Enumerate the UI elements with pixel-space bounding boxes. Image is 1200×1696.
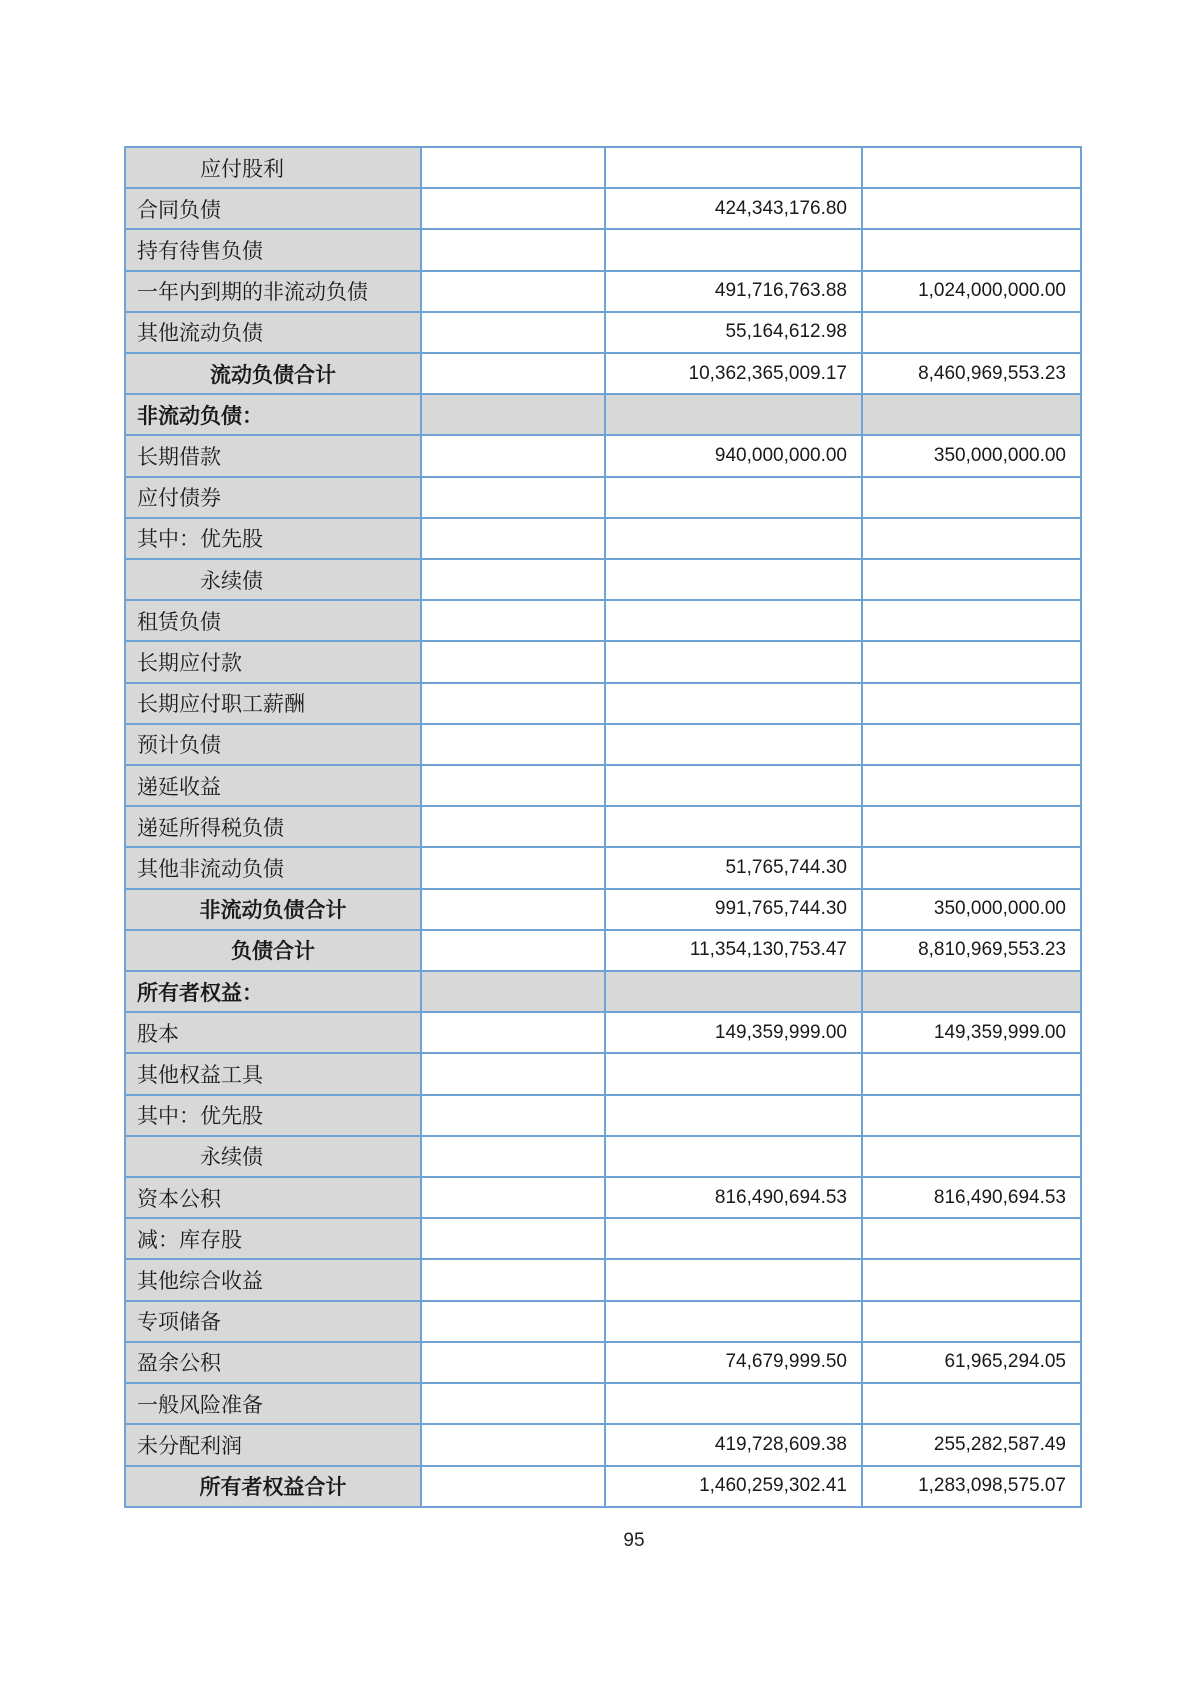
table-row (125, 271, 1081, 312)
section-header-row (125, 971, 1081, 1012)
item-label-cell: 递延所得税负债 (125, 806, 421, 847)
notes-cell (421, 271, 605, 312)
amount-prior-cell: 350,000,000.00 (862, 889, 1081, 930)
table-row (125, 147, 1081, 188)
notes-cell (421, 847, 605, 888)
amount-current-cell (605, 559, 862, 600)
notes-cell (421, 435, 605, 476)
notes-cell (421, 724, 605, 765)
notes-cell (421, 1383, 605, 1424)
table-row (125, 1095, 1081, 1136)
amount-prior-cell (862, 765, 1081, 806)
amount-prior-cell (862, 600, 1081, 641)
item-label-cell: 专项储备 (125, 1301, 421, 1342)
amount-current-cell: 55,164,612.98 (605, 312, 862, 353)
notes-cell (421, 1466, 605, 1508)
amount-prior-cell: 149,359,999.00 (862, 1012, 1081, 1053)
amount-prior-cell (862, 1136, 1081, 1177)
notes-cell (421, 147, 605, 188)
section-header-row (125, 394, 1081, 435)
notes-cell (421, 683, 605, 724)
item-label-cell: 其中：优先股 (125, 518, 421, 559)
table-row (125, 806, 1081, 847)
item-label-cell: 应付股利 (125, 147, 421, 188)
table-row (125, 188, 1081, 229)
amount-current-cell (605, 477, 862, 518)
table-row (125, 1136, 1081, 1177)
item-label-cell: 递延收益 (125, 765, 421, 806)
amount-current-cell (605, 1095, 862, 1136)
notes-cell (421, 477, 605, 518)
amount-prior-cell (862, 847, 1081, 888)
notes-cell (421, 1012, 605, 1053)
table-row (125, 312, 1081, 353)
amount-prior-cell (862, 312, 1081, 353)
amount-current-cell (605, 806, 862, 847)
notes-cell (421, 1136, 605, 1177)
table-row (125, 1218, 1081, 1259)
item-label-cell: 预计负债 (125, 724, 421, 765)
item-label-cell: 其中：优先股 (125, 1095, 421, 1136)
amount-current-cell (605, 1136, 862, 1177)
notes-cell (421, 1218, 605, 1259)
amount-current-cell (605, 518, 862, 559)
amount-current-cell (605, 1383, 862, 1424)
amount-current-cell: 51,765,744.30 (605, 847, 862, 888)
amount-prior-cell (862, 1218, 1081, 1259)
amount-prior-cell (862, 1383, 1081, 1424)
item-label-cell: 长期应付职工薪酬 (125, 683, 421, 724)
notes-cell (421, 1424, 605, 1465)
amount-prior-cell (862, 806, 1081, 847)
table-row (125, 683, 1081, 724)
table-row (125, 600, 1081, 641)
table-row (125, 1342, 1081, 1383)
item-label-cell: 其他综合收益 (125, 1259, 421, 1300)
item-label-cell: 租赁负债 (125, 600, 421, 641)
item-label-cell: 盈余公积 (125, 1342, 421, 1383)
notes-cell (421, 1095, 605, 1136)
notes-cell (421, 312, 605, 353)
amount-prior-cell (862, 683, 1081, 724)
amount-prior-cell (862, 477, 1081, 518)
amount-prior-cell (862, 147, 1081, 188)
item-label-cell: 长期应付款 (125, 641, 421, 682)
amount-current-cell (605, 600, 862, 641)
item-label-cell: 一般风险准备 (125, 1383, 421, 1424)
notes-cell (421, 765, 605, 806)
amount-prior-cell: 8,460,969,553.23 (862, 353, 1081, 394)
amount-prior-cell (862, 188, 1081, 229)
notes-cell (421, 641, 605, 682)
item-label-cell: 流动负债合计 (125, 353, 421, 394)
amount-current-cell (605, 229, 862, 270)
amount-current-cell: 991,765,744.30 (605, 889, 862, 930)
item-label-cell: 合同负债 (125, 188, 421, 229)
amount-current-cell: 74,679,999.50 (605, 1342, 862, 1383)
notes-cell (421, 1177, 605, 1218)
amount-prior-cell: 1,024,000,000.00 (862, 271, 1081, 312)
amount-prior-cell (862, 559, 1081, 600)
page-number: 95 (623, 1530, 645, 1551)
table-row (125, 1177, 1081, 1218)
amount-current-cell: 149,359,999.00 (605, 1012, 862, 1053)
amount-current-cell (605, 394, 862, 435)
item-label-cell: 股本 (125, 1012, 421, 1053)
amount-prior-cell (862, 518, 1081, 559)
notes-cell (421, 930, 605, 971)
table-row (125, 1012, 1081, 1053)
amount-prior-cell (862, 1259, 1081, 1300)
item-label-cell: 持有待售负债 (125, 229, 421, 270)
notes-cell (421, 889, 605, 930)
amount-prior-cell (862, 641, 1081, 682)
amount-current-cell (605, 765, 862, 806)
item-label-cell: 一年内到期的非流动负债 (125, 271, 421, 312)
item-label-cell: 其他非流动负债 (125, 847, 421, 888)
amount-current-cell: 1,460,259,302.41 (605, 1466, 862, 1508)
amount-current-cell: 10,362,365,009.17 (605, 353, 862, 394)
amount-prior-cell: 816,490,694.53 (862, 1177, 1081, 1218)
notes-cell (421, 1259, 605, 1300)
amount-prior-cell (862, 971, 1081, 1012)
amount-current-cell (605, 1218, 862, 1259)
item-label-cell: 其他流动负债 (125, 312, 421, 353)
notes-cell (421, 394, 605, 435)
item-label-cell: 减：库存股 (125, 1218, 421, 1259)
table-row (125, 724, 1081, 765)
notes-cell (421, 1342, 605, 1383)
amount-prior-cell (862, 1095, 1081, 1136)
item-label-cell: 非流动负债合计 (125, 889, 421, 930)
table-row (125, 477, 1081, 518)
amount-prior-cell (862, 394, 1081, 435)
item-label-cell: 所有者权益： (125, 971, 421, 1012)
item-label-cell: 负债合计 (125, 930, 421, 971)
amount-current-cell: 424,343,176.80 (605, 188, 862, 229)
notes-cell (421, 518, 605, 559)
notes-cell (421, 806, 605, 847)
table-row (125, 641, 1081, 682)
table-row (125, 518, 1081, 559)
amount-prior-cell (862, 229, 1081, 270)
item-label-cell: 永续债 (125, 1136, 421, 1177)
amount-prior-cell (862, 1301, 1081, 1342)
notes-cell (421, 600, 605, 641)
total-row (125, 889, 1081, 930)
amount-current-cell (605, 641, 862, 682)
total-row (125, 1466, 1081, 1508)
notes-cell (421, 188, 605, 229)
notes-cell (421, 1053, 605, 1094)
notes-cell (421, 229, 605, 270)
item-label-cell: 永续债 (125, 559, 421, 600)
amount-prior-cell: 350,000,000.00 (862, 435, 1081, 476)
amount-prior-cell (862, 1053, 1081, 1094)
amount-current-cell: 419,728,609.38 (605, 1424, 862, 1465)
amount-current-cell: 11,354,130,753.47 (605, 930, 862, 971)
table-row (125, 765, 1081, 806)
table-row (125, 1301, 1081, 1342)
item-label-cell: 长期借款 (125, 435, 421, 476)
notes-cell (421, 971, 605, 1012)
notes-cell (421, 353, 605, 394)
amount-prior-cell: 255,282,587.49 (862, 1424, 1081, 1465)
item-label-cell: 所有者权益合计 (125, 1466, 421, 1508)
total-row (125, 353, 1081, 394)
amount-prior-cell: 1,283,098,575.07 (862, 1466, 1081, 1508)
balance-sheet-table (124, 146, 1082, 1508)
amount-prior-cell (862, 724, 1081, 765)
table-row (125, 1259, 1081, 1300)
table-row (125, 1383, 1081, 1424)
amount-prior-cell: 61,965,294.05 (862, 1342, 1081, 1383)
amount-current-cell (605, 724, 862, 765)
amount-prior-cell: 8,810,969,553.23 (862, 930, 1081, 971)
amount-current-cell (605, 147, 862, 188)
balance-sheet-body (125, 147, 1081, 1507)
table-row (125, 435, 1081, 476)
amount-current-cell (605, 683, 862, 724)
amount-current-cell: 491,716,763.88 (605, 271, 862, 312)
table-row (125, 559, 1081, 600)
item-label-cell: 其他权益工具 (125, 1053, 421, 1094)
table-row (125, 229, 1081, 270)
amount-current-cell (605, 1259, 862, 1300)
total-row (125, 930, 1081, 971)
notes-cell (421, 559, 605, 600)
table-row (125, 1053, 1081, 1094)
amount-current-cell (605, 1053, 862, 1094)
amount-current-cell (605, 971, 862, 1012)
item-label-cell: 资本公积 (125, 1177, 421, 1218)
amount-current-cell: 816,490,694.53 (605, 1177, 862, 1218)
item-label-cell: 非流动负债： (125, 394, 421, 435)
table-row (125, 1424, 1081, 1465)
notes-cell (421, 1301, 605, 1342)
item-label-cell: 未分配利润 (125, 1424, 421, 1465)
amount-current-cell (605, 1301, 862, 1342)
table-row (125, 847, 1081, 888)
item-label-cell: 应付债券 (125, 477, 421, 518)
amount-current-cell: 940,000,000.00 (605, 435, 862, 476)
